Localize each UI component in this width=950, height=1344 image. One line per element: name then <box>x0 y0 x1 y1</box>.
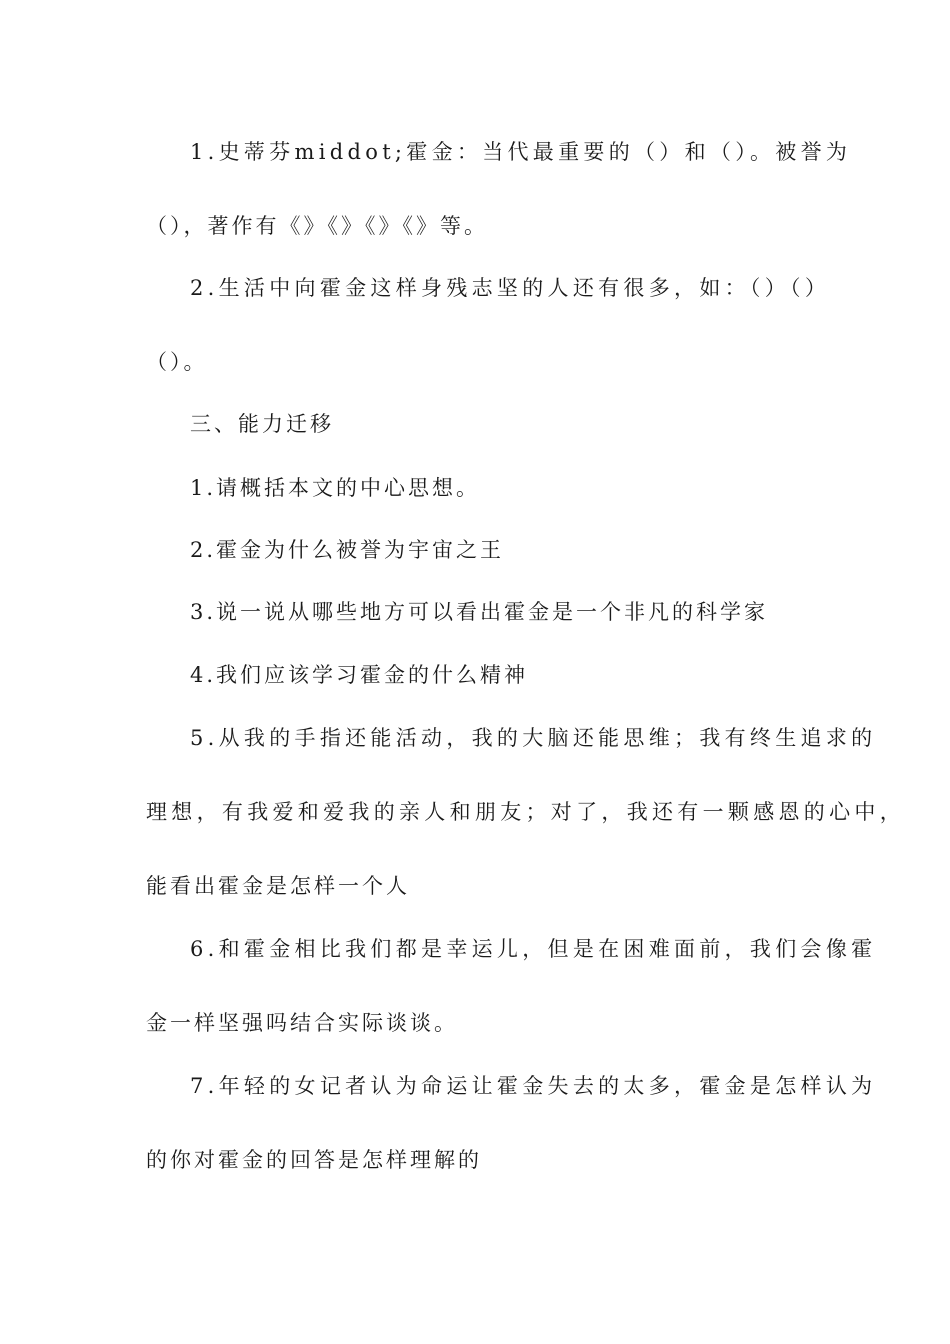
question-2-line-2: （）。 <box>146 350 208 374</box>
ability-question-4: 4.我们应该学习霍金的什么精神 <box>190 663 529 687</box>
ability-question-5-line-3: 能看出霍金是怎样一个人 <box>146 874 410 898</box>
ability-question-3: 3.说一说从哪些地方可以看出霍金是一个非凡的科学家 <box>190 600 769 624</box>
ability-question-6-line-2: 金一样坚强吗结合实际谈谈。 <box>146 1011 458 1035</box>
ability-question-5-line-2: 理想，有我爱和爱我的亲人和朋友；对了，我还有一颗感恩的心中， <box>146 800 905 824</box>
ability-question-6-line-1: 6.和霍金相比我们都是幸运儿，但是在困难面前，我们会像霍 <box>190 937 877 961</box>
section-heading: 三、能力迁移 <box>190 412 334 436</box>
ability-question-5-line-1: 5.从我的手指还能活动，我的大脑还能思维；我有终生追求的 <box>190 726 877 750</box>
question-1-line-2: （），著作有《》《》《》《》等。 <box>146 214 488 238</box>
ability-question-7-line-1: 7.年轻的女记者认为命运让霍金失去的太多，霍金是怎样认为 <box>190 1074 877 1098</box>
ability-question-1: 1.请概括本文的中心思想。 <box>190 476 481 500</box>
ability-question-7-line-2: 的你对霍金的回答是怎样理解的 <box>146 1148 482 1172</box>
ability-question-2: 2.霍金为什么被誉为宇宙之王 <box>190 538 505 562</box>
question-2-line-1: 2.生活中向霍金这样身残志坚的人还有很多，如：（）（） <box>190 276 831 300</box>
question-1-line-1: 1.史蒂芬middot;霍金：当代最重要的（）和（）。被誉为 <box>190 140 852 164</box>
